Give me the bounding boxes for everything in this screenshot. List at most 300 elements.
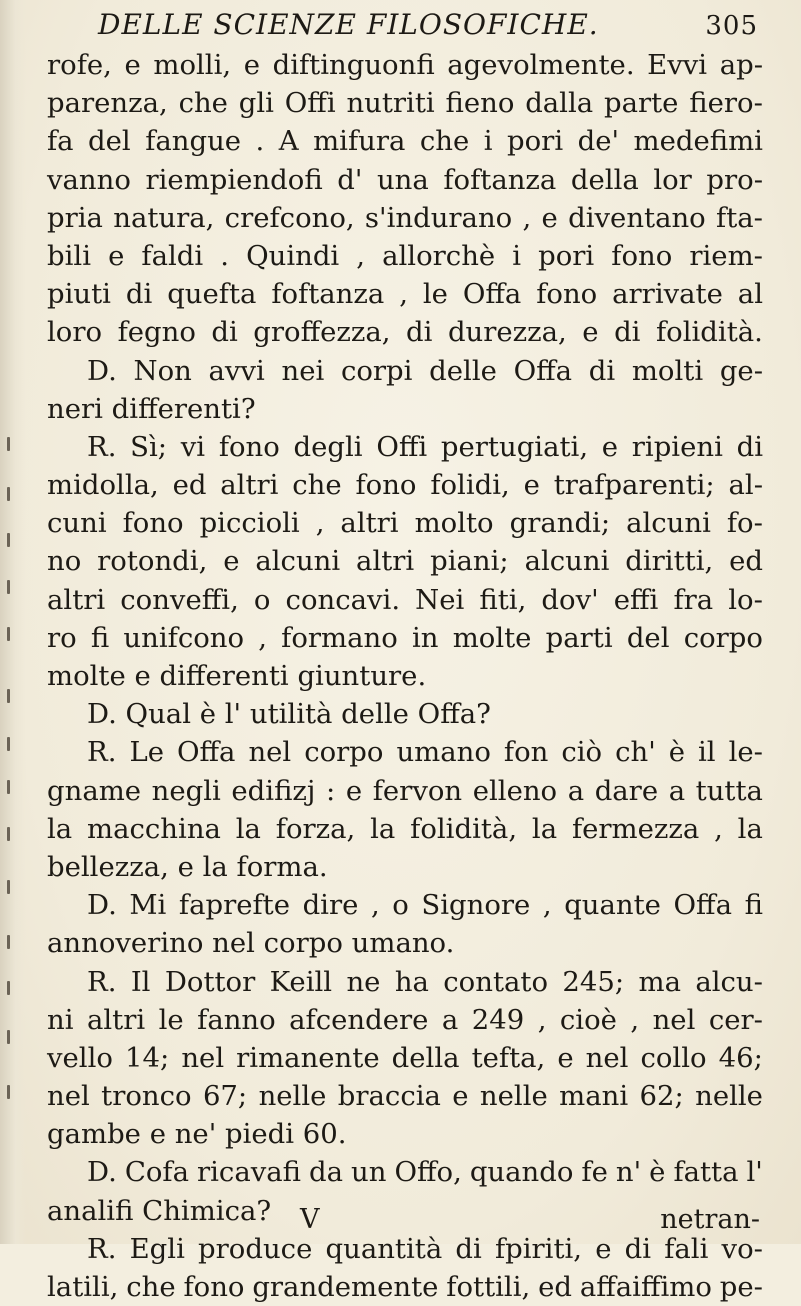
- word: D.: [87, 889, 117, 922]
- word: quando: [469, 1156, 574, 1189]
- word: alcuni: [255, 545, 341, 578]
- word: le: [158, 1003, 184, 1036]
- word: gli: [238, 87, 274, 120]
- word: fpiriti,: [494, 1232, 583, 1265]
- text-line: [47, 886, 763, 924]
- word: di: [455, 1232, 482, 1265]
- margin-tick: [7, 780, 10, 794]
- word: a: [567, 774, 585, 807]
- word: altri: [340, 507, 399, 540]
- word: la: [531, 812, 558, 845]
- word: vanno: [47, 163, 131, 196]
- word: fe: [581, 1156, 608, 1189]
- word: de': [577, 125, 620, 158]
- word: dire: [302, 889, 359, 922]
- margin-tick: [7, 437, 10, 451]
- word: di: [624, 1232, 652, 1265]
- word: groffezza,: [253, 316, 391, 349]
- word: fa: [47, 125, 74, 158]
- word: parti: [545, 621, 613, 654]
- margin-tick: [7, 737, 10, 751]
- word: fono: [536, 278, 598, 311]
- word: fanno: [197, 1003, 276, 1036]
- text-line: D. Qual è l' utilità delle Offa?: [87, 698, 491, 731]
- margin-tick: [7, 533, 10, 547]
- word: mani: [559, 1080, 629, 1113]
- text-line: [47, 733, 763, 771]
- word: molte: [452, 621, 532, 654]
- word: molti: [631, 354, 704, 387]
- word: rotondi,: [97, 545, 208, 578]
- word: ,: [315, 507, 325, 540]
- word: fon: [503, 736, 549, 769]
- text-line: [47, 275, 763, 313]
- word: nelle: [258, 1080, 327, 1113]
- word: R.: [87, 736, 117, 769]
- word: che: [292, 469, 342, 502]
- word: vi: [180, 430, 206, 463]
- word: fangue: [145, 125, 242, 158]
- word: del: [88, 125, 131, 158]
- text-line: [47, 1268, 763, 1306]
- text-line: analifi Chimica?: [47, 1194, 272, 1227]
- text-line: neri differenti?: [47, 392, 256, 425]
- margin-tick: [7, 1085, 10, 1099]
- word: .: [220, 239, 229, 272]
- word: le: [422, 278, 448, 311]
- word: afcendere: [289, 1003, 429, 1036]
- word: della: [391, 1041, 460, 1074]
- word: Egli: [129, 1232, 185, 1265]
- word: 249: [471, 1003, 525, 1036]
- margin-marks: [3, 0, 17, 1244]
- word: midolla,: [47, 469, 159, 502]
- word: che: [178, 87, 228, 120]
- word: piccioli: [199, 507, 300, 540]
- word: fra: [673, 583, 714, 616]
- text-line: [47, 428, 763, 466]
- word: ,: [522, 201, 532, 234]
- word: e: [582, 316, 599, 349]
- word: quefta: [167, 278, 257, 311]
- word: fottili,: [446, 1271, 531, 1303]
- text-line: [47, 84, 763, 122]
- word: ne: [346, 965, 381, 998]
- word: quantità: [325, 1232, 443, 1265]
- word: ,: [370, 889, 380, 922]
- word: corpo: [304, 736, 384, 769]
- running-title: DELLE SCIENZE FILOSOFICHE.: [98, 8, 599, 41]
- word: è: [668, 736, 686, 769]
- word: R.: [87, 965, 117, 998]
- word: 14;: [125, 1041, 170, 1074]
- word: la: [47, 812, 73, 845]
- word: ricavafi: [196, 1156, 301, 1189]
- margin-tick: [7, 981, 10, 995]
- word: e: [345, 774, 363, 807]
- word: la: [235, 812, 261, 845]
- word: 245;: [562, 965, 625, 998]
- word: di: [125, 278, 153, 311]
- word: quante: [564, 889, 661, 922]
- word: nei: [281, 354, 325, 387]
- word: di: [614, 316, 641, 349]
- word: D.: [87, 354, 117, 387]
- word: R.: [87, 430, 117, 463]
- text-line: [47, 237, 763, 275]
- word: Evvi: [647, 49, 708, 81]
- word: e: [124, 49, 141, 81]
- margin-tick: [7, 880, 10, 894]
- word: fono: [183, 1271, 245, 1303]
- word: di: [736, 430, 763, 463]
- word: Mi: [129, 889, 167, 922]
- word: elleno: [472, 774, 558, 807]
- word: Non: [133, 354, 192, 387]
- word: nutriti: [346, 87, 435, 120]
- word: molli,: [153, 49, 232, 81]
- word: ed: [729, 545, 763, 578]
- word: e: [523, 469, 540, 502]
- text-line: [47, 542, 763, 580]
- page-number: 305: [705, 11, 758, 41]
- word: bili: [47, 239, 91, 272]
- word: piuti: [47, 278, 111, 311]
- word: ,: [630, 1003, 640, 1036]
- word: ,: [258, 621, 267, 654]
- word: pori: [507, 125, 564, 158]
- word: è: [649, 1156, 666, 1189]
- word: Offi: [376, 430, 428, 463]
- word: rimanente: [236, 1041, 380, 1074]
- word: ed: [538, 1271, 572, 1303]
- word: e: [452, 1080, 469, 1113]
- margin-tick: [7, 580, 10, 594]
- word: Il: [130, 965, 151, 998]
- word: natura,: [113, 201, 215, 234]
- word: ripieni: [631, 430, 723, 463]
- word: grandi;: [509, 507, 611, 540]
- word: ,: [356, 239, 366, 272]
- word: Keill: [269, 965, 333, 998]
- text-line: [47, 772, 763, 810]
- catchword: netran-: [660, 1204, 760, 1235]
- word: ,: [399, 278, 408, 311]
- running-header: [98, 8, 758, 41]
- word: crefcono,: [224, 201, 355, 234]
- word: nel: [652, 1003, 696, 1036]
- word: fegno: [117, 316, 196, 349]
- word: dov': [541, 583, 599, 616]
- word: rofe,: [47, 49, 112, 81]
- word: riempiendofi: [145, 163, 323, 196]
- word: folidità,: [410, 812, 518, 845]
- text-line: [47, 352, 763, 390]
- word: dare: [594, 774, 659, 807]
- word: fono: [355, 469, 417, 502]
- text-line: [47, 46, 763, 84]
- word: nelle: [695, 1080, 763, 1113]
- word: fono: [611, 239, 673, 272]
- word: riem-: [689, 239, 763, 272]
- word: altri: [220, 469, 279, 502]
- word: al: [737, 278, 763, 311]
- word: folidità.: [655, 316, 763, 349]
- text-line: [47, 161, 763, 199]
- word: altri: [86, 1003, 146, 1036]
- word: trafparenti;: [553, 469, 715, 502]
- word: del: [626, 621, 670, 654]
- word: macchina: [87, 812, 221, 845]
- word: altri: [47, 583, 106, 616]
- word: formano: [281, 621, 398, 654]
- word: arrivate: [612, 278, 723, 311]
- margin-tick: [7, 487, 10, 501]
- word: diftinguonfi: [272, 49, 435, 81]
- word: di: [406, 316, 433, 349]
- text-line: annoverino nel corpo umano.: [47, 927, 455, 960]
- word: lo-: [728, 583, 763, 616]
- word: e: [243, 49, 261, 81]
- word: Offo,: [394, 1156, 462, 1189]
- word: e: [223, 545, 240, 578]
- text-line: [47, 1001, 763, 1039]
- word: fono: [122, 507, 184, 540]
- text-line: [47, 504, 763, 542]
- body-text: [47, 46, 763, 1306]
- word: allorchè: [382, 239, 496, 272]
- word: fo-: [726, 507, 763, 540]
- text-line: [47, 199, 763, 237]
- word: ,: [714, 812, 723, 845]
- margin-tick: [7, 627, 10, 641]
- word: diritti,: [625, 545, 714, 578]
- word: dalla: [525, 87, 594, 120]
- word: Offa: [462, 278, 522, 311]
- text-line: [47, 466, 763, 504]
- text-line: [47, 313, 763, 351]
- word: della: [570, 163, 639, 196]
- word: ,: [542, 889, 552, 922]
- word: .: [255, 125, 265, 158]
- margin-tick: [7, 827, 10, 841]
- text-line: [47, 810, 763, 848]
- word: ed: [172, 469, 207, 502]
- word: Le: [129, 736, 164, 769]
- word: pro-: [706, 163, 763, 196]
- word: ha: [394, 965, 429, 998]
- word: collo: [640, 1041, 707, 1074]
- word: mifura: [313, 125, 406, 158]
- word: Nei: [415, 583, 465, 616]
- word: grandemente: [252, 1271, 439, 1303]
- word: vello: [47, 1041, 113, 1074]
- word: ap-: [719, 49, 763, 81]
- word: di: [588, 354, 616, 387]
- word: da: [309, 1156, 343, 1189]
- word: una: [376, 163, 429, 196]
- word: corpi: [340, 354, 413, 387]
- word: fiero-: [689, 87, 763, 120]
- word: i: [512, 239, 522, 272]
- word: 67;: [202, 1080, 248, 1113]
- word: Quindi: [246, 239, 340, 272]
- word: folidi,: [430, 469, 510, 502]
- word: durezza,: [447, 316, 567, 349]
- word: Offa: [673, 889, 732, 922]
- word: latili,: [47, 1271, 119, 1303]
- word: l': [746, 1156, 763, 1189]
- word: gname: [47, 774, 142, 807]
- word: che: [126, 1271, 176, 1303]
- word: e: [595, 1232, 612, 1265]
- word: produce: [198, 1232, 313, 1265]
- word: foftanza: [443, 163, 557, 196]
- word: parenza,: [47, 87, 168, 120]
- text-line: [47, 1039, 763, 1077]
- word: i: [483, 125, 493, 158]
- word: corpo: [683, 621, 763, 654]
- word: vo-: [721, 1232, 763, 1265]
- word: 46;: [718, 1041, 763, 1074]
- text-line: [47, 1077, 763, 1115]
- word: conveffi,: [120, 583, 239, 616]
- word: la: [370, 812, 396, 845]
- word: nel: [181, 1041, 225, 1074]
- word: a: [668, 774, 686, 807]
- word: fieno: [445, 87, 515, 120]
- word: ni: [47, 1003, 74, 1036]
- word: umano: [396, 736, 491, 769]
- word: pria: [47, 201, 103, 234]
- word: cer-: [708, 1003, 763, 1036]
- word: d': [337, 163, 363, 196]
- word: che: [419, 125, 470, 158]
- word: fermezza: [571, 812, 700, 845]
- word: piani;: [430, 545, 509, 578]
- word: R.: [87, 1232, 117, 1265]
- word: delle: [429, 354, 497, 387]
- word: alcu-: [695, 965, 763, 998]
- word: in: [411, 621, 439, 654]
- word: nel: [47, 1080, 90, 1113]
- word: nel: [248, 736, 292, 769]
- word: faprefte: [178, 889, 290, 922]
- word: di: [211, 316, 238, 349]
- word: al-: [728, 469, 763, 502]
- word: fi: [744, 889, 763, 922]
- word: no: [47, 545, 82, 578]
- word: e: [108, 239, 125, 272]
- word: affaiffimo: [579, 1271, 712, 1303]
- word: parte: [603, 87, 679, 120]
- word: tutta: [695, 774, 763, 807]
- margin-tick: [7, 1030, 10, 1044]
- word: Dottor: [164, 965, 256, 998]
- text-line: [47, 581, 763, 619]
- text-line: gambe e ne' piedi 60.: [47, 1118, 347, 1151]
- word: n': [615, 1156, 642, 1189]
- word: cioè: [559, 1003, 617, 1036]
- word: fi: [90, 621, 110, 654]
- word: D.: [87, 1156, 117, 1189]
- word: Cofa: [124, 1156, 189, 1189]
- word: edifizj: [231, 774, 316, 807]
- word: loro: [47, 316, 103, 349]
- word: fono: [218, 430, 280, 463]
- word: A: [278, 125, 299, 158]
- word: fali: [664, 1232, 709, 1265]
- word: ge-: [719, 354, 763, 387]
- word: la: [737, 812, 763, 845]
- word: tefta,: [471, 1041, 546, 1074]
- word: lor: [653, 163, 692, 196]
- word: effi: [613, 583, 659, 616]
- page-footer: [300, 1204, 760, 1235]
- word: nel: [585, 1041, 629, 1074]
- word: fatta: [673, 1156, 739, 1189]
- text-line: bellezza, e la forma.: [47, 850, 328, 883]
- word: pori: [538, 239, 595, 272]
- word: e: [557, 1041, 574, 1074]
- word: un: [351, 1156, 387, 1189]
- word: faldi: [141, 239, 204, 272]
- word: s'indurano: [364, 201, 513, 234]
- word: Offi: [284, 87, 336, 120]
- word: ch': [615, 736, 656, 769]
- word: foftanza: [271, 278, 385, 311]
- word: altri: [356, 545, 415, 578]
- text-line: molte e differenti giunture.: [47, 660, 427, 692]
- word: 62;: [639, 1080, 684, 1113]
- word: ro: [47, 621, 77, 654]
- word: fta-: [716, 201, 763, 234]
- text-line: [47, 963, 763, 1001]
- word: unifcono: [123, 621, 245, 654]
- word: fervon: [372, 774, 463, 807]
- text-line: [47, 1153, 763, 1191]
- word: Signore: [421, 889, 531, 922]
- word: ,: [537, 1003, 547, 1036]
- word: diventano: [568, 201, 706, 234]
- word: e: [601, 430, 619, 463]
- word: cuni: [47, 507, 107, 540]
- word: ciò: [561, 736, 603, 769]
- word: o: [253, 583, 271, 616]
- word: tronco: [101, 1080, 192, 1113]
- text-line: [47, 1230, 763, 1268]
- word: Offa: [513, 354, 573, 387]
- word: Sì;: [130, 430, 168, 463]
- word: agevolmente.: [447, 49, 635, 81]
- word: Offa: [176, 736, 236, 769]
- word: degli: [293, 430, 363, 463]
- word: concavi.: [285, 583, 401, 616]
- word: ma: [638, 965, 681, 998]
- word: molto: [414, 507, 494, 540]
- word: contato: [443, 965, 549, 998]
- word: forza,: [275, 812, 356, 845]
- word: alcuni: [524, 545, 610, 578]
- word: e: [541, 201, 558, 234]
- word: o: [392, 889, 409, 922]
- word: nelle: [479, 1080, 548, 1113]
- word: alcuni: [626, 507, 711, 540]
- word: le-: [728, 736, 763, 769]
- word: medefimi: [633, 125, 763, 158]
- word: pertugiati,: [440, 430, 589, 463]
- word: a: [441, 1003, 459, 1036]
